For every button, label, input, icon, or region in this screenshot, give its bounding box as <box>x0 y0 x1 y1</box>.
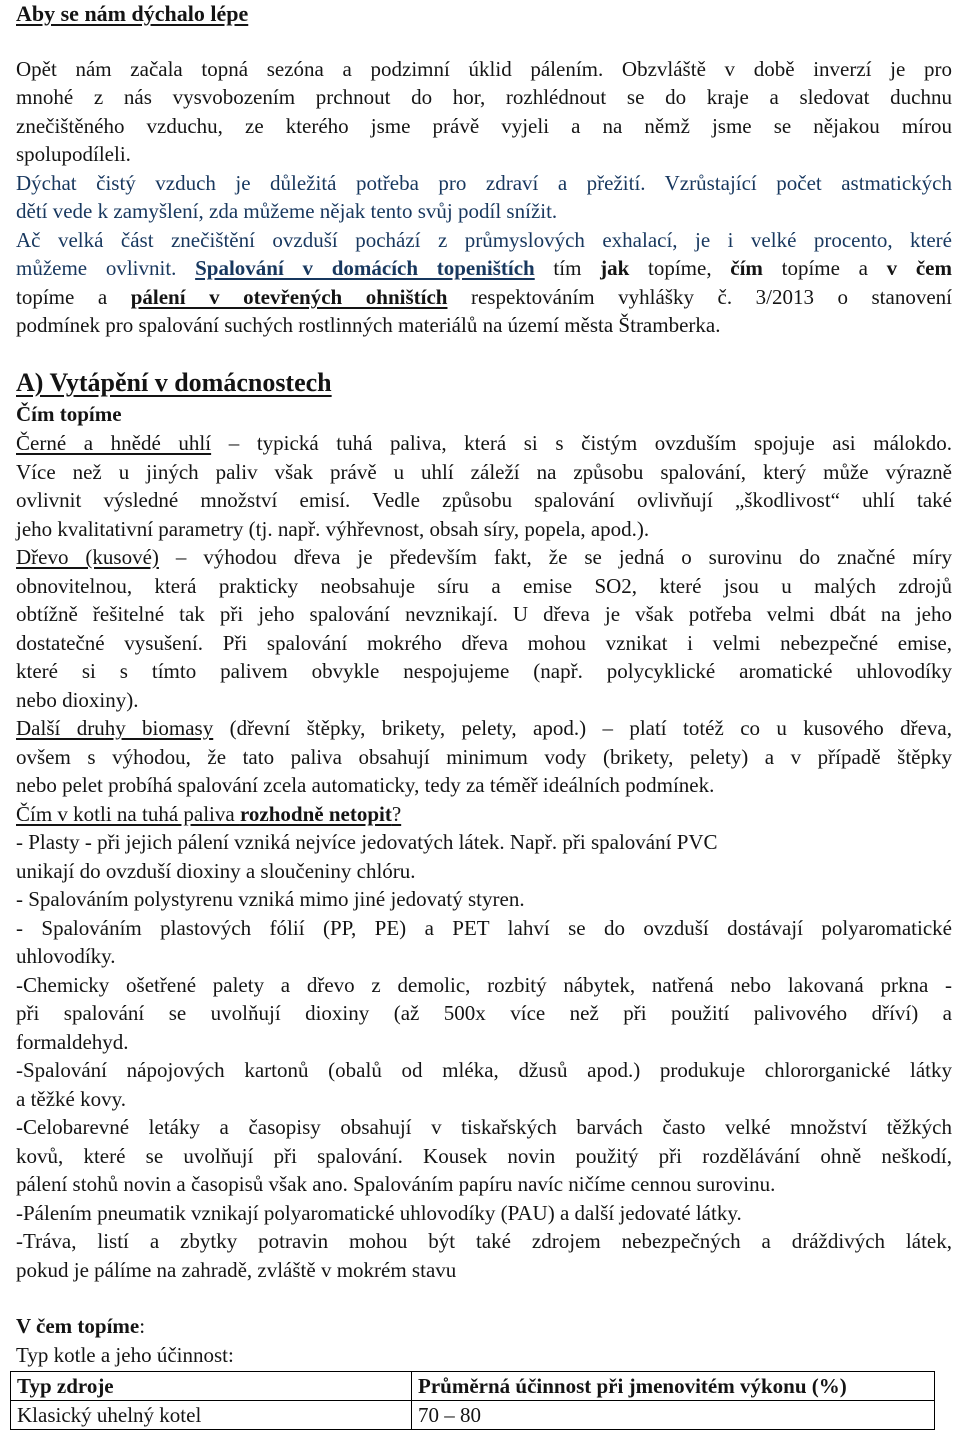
dont-item-plastics-1: - Plasty - při jejich pálení vzniká nejvíce jedovatých látek. Např. při spalování PVC <box>16 830 718 854</box>
question-text-a: Čím v kotli na tuhá paliva <box>16 802 240 826</box>
vcem-bold: V čem topíme <box>16 1314 140 1338</box>
dont-item-plastics-2: unikají do ovzduší dioxiny a sloučeniny chlóru. <box>16 859 416 883</box>
dont-item-leaflets-2: kovů, které se uvolňují při spalování. Kousek novin použitý při rozdělávání ohně neškodí, <box>16 1144 952 1168</box>
dont-item-tyres: -Pálením pneumatik vznikají polyaromatické uhlovodíky (PAU) a další jedovaté látky. <box>16 1201 742 1225</box>
influence-text-c: tím <box>534 256 601 280</box>
intro-line-1: Opět nám začala topná sezóna a podzimní úklid pálením. Obzvláště v době inverzí je pro <box>16 57 952 81</box>
influence-text-e: topíme, <box>629 256 731 280</box>
table-header-type: Typ zdroje <box>11 1372 412 1401</box>
table-caption: Typ kotle a jeho účinnost: <box>16 1343 234 1367</box>
section-a-title: A) Vytápění v domácnostech <box>16 368 332 397</box>
burning-text-c: respektováním vyhlášky č. 3/2013 o stanovení <box>447 285 952 309</box>
dont-item-foils-1: - Spalováním plastových fólií (PP, PE) a PET lahví se do ovzduší dostávají polyaromatické <box>16 916 952 940</box>
coal-text-1: – typická tuhá paliva, která si s čistým ovzduším spojuje asi málokdo. <box>211 431 952 455</box>
influence-line <box>16 254 952 282</box>
dont-item-pallets-1: -Chemicky ošetřené palety a dřevo z demolic, rozbitý nábytek, natřená nebo lakovaná prkna - <box>16 973 952 997</box>
wood-line-5: které si s tímto palivem obvykle nespojujeme (např. polycyklické aromatické uhlovodíky <box>16 659 952 683</box>
biomass-text-1: (dřevní štěpky, brikety, pelety, apod.) – platí totéž co u kusového dřeva, <box>213 716 952 740</box>
health-line-2: dětí vede k zamyšlení, zda můžeme nějak tento svůj podíl snížit. <box>16 199 558 223</box>
burning-text-a: topíme a <box>16 285 131 309</box>
burning-line <box>16 283 952 311</box>
do-not-burn-heading <box>16 800 952 828</box>
emph-jak: jak <box>600 256 630 280</box>
biomass-label: Další druhy biomasy <box>16 716 214 740</box>
wood-text-1: – výhodou dřeva je především fakt, že se jedná o surovinu do značné míry <box>158 545 952 569</box>
intro-line-2: mnohé z nás vysvobozením prchnout do hor, rozhlédnout se do kraje a sledovat duchnu <box>16 85 952 109</box>
dont-item-cartons-1: -Spalování nápojových kartonů (obalů od mléka, džusů apod.) produkuje chlororganické látky <box>16 1058 952 1082</box>
dont-item-polystyrene: - Spalováním polystyrenu vzniká mimo jiné jedovatý styren. <box>16 887 525 911</box>
coal-line-3: ovlivnit výsledné množství emisí. Vedle způsobu spalování ovlivňují „škodlivost“ uhlí také <box>16 488 952 512</box>
health-line-3: Ač velká část znečištění ovzduší pochází z průmyslových exhalací, je i velké procento, které <box>16 228 952 252</box>
dont-item-leaflets-3: pálení stohů novin a časopisů však ano. Spalováním papíru navíc ničíme cennou surovinu. <box>16 1172 776 1196</box>
table-header-row <box>11 1372 935 1401</box>
biomass-line-2: ovšem s výhodou, že tato paliva obsahují minimum vody (brikety, pelety) a v případě štěpky <box>16 745 952 769</box>
biomass-line-3: nebo pelet probíhá spalování zcela automaticky, tedy za téměř ideálních podmínek. <box>16 773 715 797</box>
influence-text-a: můžeme ovlivnit. <box>16 256 196 280</box>
vcem-colon: : <box>139 1314 146 1338</box>
coal-line-1 <box>16 429 952 457</box>
subheading-v-cem-topime <box>16 1312 952 1340</box>
wood-line-3: obtížně řešitelné tak při jeho spalování nevznikají. U dřeva je však potřeba velmi dbát na jeho <box>16 602 952 626</box>
wood-line-4: dostatečné vysušení. Při spalování mokrého dřeva mohou vznikat i velmi nebezpečné emise, <box>16 631 952 655</box>
wood-line-2: obnovitelnou, která prakticky neobsahuje síru a emise SO2, které jsou u malých zdrojů <box>16 574 952 598</box>
table-header-efficiency: Průměrná účinnost při jmenovitém výkonu (%) <box>412 1372 935 1401</box>
dont-item-pallets-2: při spalování se uvolňují dioxiny (až 500x více než při použití palivového dříví) a <box>16 1001 952 1025</box>
wood-label: Dřevo (kusové) <box>16 545 159 569</box>
intro-line-4: spolupodíleli. <box>16 142 131 166</box>
table-cell-type: Klasický uhelný kotel <box>11 1401 412 1430</box>
question-text-b: rozhodně netopit <box>239 802 392 826</box>
dont-item-grass-2: pokud je pálíme na zahradě, zvláště v mokrém stavu <box>16 1258 457 1282</box>
dont-item-leaflets-1: -Celobarevné letáky a časopisy obsahují v tiskařských barvách často velké množství těžkých <box>16 1115 952 1139</box>
emph-v-cem: v čem <box>886 256 952 280</box>
open-fire-text: pálení v otevřených ohništích <box>130 285 448 309</box>
health-line-1: Dýchat čistý vzduch je důležitá potřeba pro zdraví a přežití. Vzrůstající počet astmatických <box>16 171 952 195</box>
wood-line-1 <box>16 543 952 571</box>
coal-line-4: jeho kvalitativní parametry (tj. např. výhřevnost, obsah síry, popela, apod.). <box>16 517 650 541</box>
influence-text-g: topíme a <box>762 256 887 280</box>
regulation-line: podmínek pro spalování suchých rostlinných materiálů na území města Štramberka. <box>16 313 721 337</box>
biomass-line-1 <box>16 714 952 742</box>
page-title: Aby se nám dýchalo lépe <box>16 1 249 26</box>
dont-item-grass-1: -Tráva, listí a zbytky potravin mohou být také zdrojem nebezpečných a dráždivých látek, <box>16 1229 952 1253</box>
table-row <box>11 1401 935 1430</box>
emph-cim: čím <box>730 256 763 280</box>
dont-item-cartons-2: a těžké kovy. <box>16 1087 127 1111</box>
question-text-c: ? <box>391 802 402 826</box>
home-heating-link-text: Spalování v domácích topeništích <box>195 256 535 280</box>
boiler-efficiency-table <box>10 1371 935 1430</box>
dont-item-foils-2: uhlovodíky. <box>16 944 116 968</box>
wood-line-6: nebo dioxiny). <box>16 688 139 712</box>
subheading-cim-topime: Čím topíme <box>16 402 122 426</box>
coal-line-2: Více než u jiných paliv však právě u uhlí záleží na způsobu spalování, který může výrazně <box>16 460 952 484</box>
table-cell-efficiency: 70 – 80 <box>412 1401 935 1430</box>
dont-item-pallets-3: formaldehyd. <box>16 1030 129 1054</box>
intro-line-3: znečištěného vzduchu, ze kterého jsme právě vyjeli a na němž jsme se nějakou mírou <box>16 114 952 138</box>
coal-label: Černé a hnědé uhlí <box>16 431 212 455</box>
